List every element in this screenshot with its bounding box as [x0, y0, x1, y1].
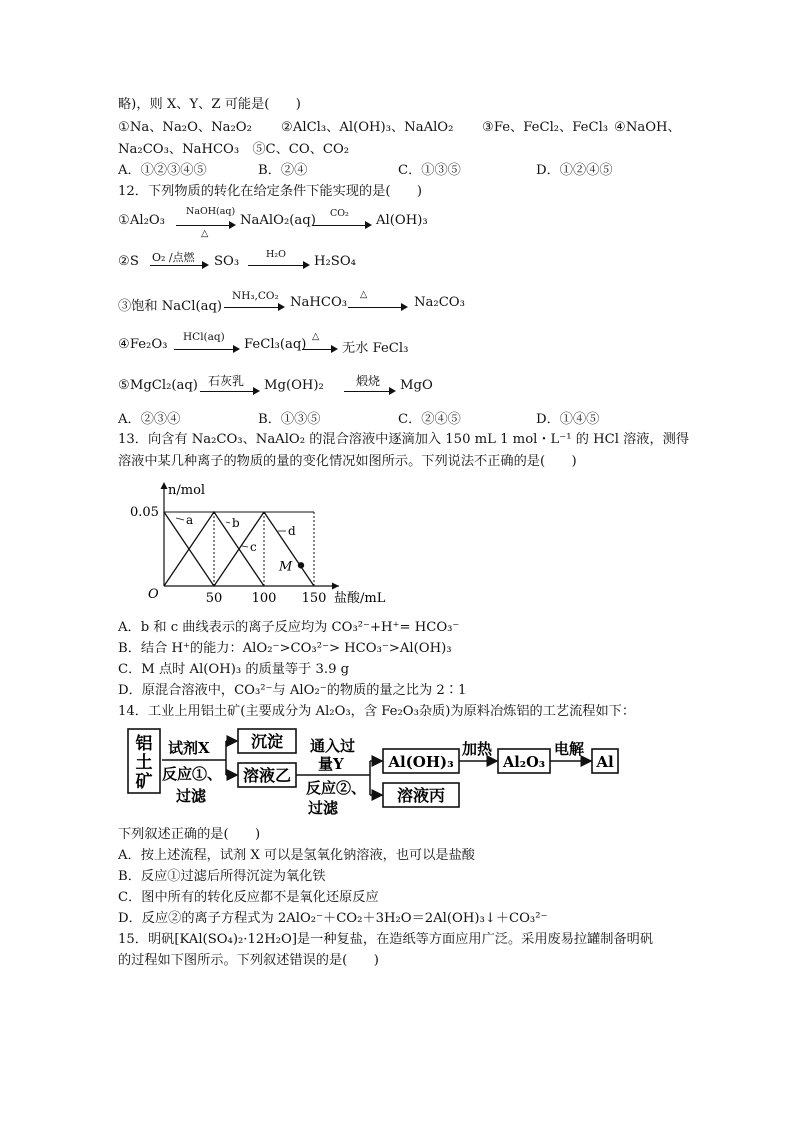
q11-choice-1: ①Na、Na₂O、Na₂O₂: [118, 120, 252, 135]
heat-label: 加热: [462, 740, 493, 758]
curve-label-d: d: [288, 524, 296, 538]
q12-r4-arrow2: [302, 349, 336, 350]
step2-bottom: 过滤: [308, 799, 339, 817]
q12-r4-cond2-top: △: [312, 331, 320, 342]
q13-stem-line1: 13．向含有 Na₂CO₃、NaAlO₂ 的混合溶液中逐滴加入 150 mL 1 mol・L⁻¹ 的 HCl 溶液，测得: [118, 432, 690, 447]
q11-line3: Na₂CO₃、NaHCO₃ ⑤C、CO、CO₂: [118, 142, 350, 157]
q12-r2-arrow1: [150, 265, 207, 266]
step2-mid: 反应②、: [306, 779, 367, 797]
q14-option-b: B．反应①过滤后所得沉淀为氧化铁: [118, 869, 326, 884]
step2-top-2: 量Y: [318, 755, 344, 773]
q14-option-d: D．反应②的离子方程式为 2AlO₂⁻＋CO₂＋3H₂O＝2Al(OH)₃↓＋CO₃²⁻: [118, 911, 548, 926]
q12-r3-arrow1: [224, 307, 283, 308]
al2o3-label: Al₂O₃: [502, 754, 546, 771]
curve-label-b: b: [232, 516, 240, 530]
q12-r1-mid: NaAlO₂(aq): [240, 213, 316, 228]
aloh3-label: Al(OH)₃: [388, 753, 454, 771]
curve-label-a: a: [186, 513, 194, 527]
q15-stem-line2: 的过程如下图所示。下列叙述错误的是( ): [118, 953, 379, 968]
q12-stem: 12．下列物质的转化在给定条件下能实现的是( ): [118, 184, 423, 199]
q12-r2-cond1-top: O₂ /点燃: [152, 251, 195, 264]
q13-option-b: B．结合 H⁺的能力：AlO₂⁻>CO₃²⁻> HCO₃⁻>Al(OH)₃: [118, 641, 452, 656]
q11-choice-3: ③Fe、FeCl₂、FeCl₃: [482, 120, 609, 135]
curve-leader-b: [226, 522, 230, 523]
q12-r1-cond2-top: CO₂: [330, 208, 349, 219]
solution-b-label: 溶液乙: [242, 766, 292, 785]
q11-option-d: D．①②④⑤: [536, 163, 613, 178]
q13-option-d: D．原混合溶液中，CO₃²⁻与 AlO₂⁻的物质的量之比为 2∶1: [118, 683, 467, 698]
q12-r3-end: Na₂CO₃: [414, 295, 465, 310]
q12-r2-start: ②S: [118, 254, 139, 269]
q12-r1-cond1-top: NaOH(aq): [186, 206, 236, 217]
q13-option-a: A．b 和 c 曲线表示的离子反应均为 CO₃²⁻+H⁺= HCO₃⁻: [118, 620, 460, 635]
q12-r2-arrow2: [248, 265, 308, 266]
q11-option-a: A．①②③④⑤: [118, 163, 207, 178]
step1-top: 试剂X: [168, 739, 210, 757]
ore-char-3: 矿: [135, 772, 153, 792]
ion-amount-chart: [128, 474, 398, 614]
curve-leader-a: [176, 518, 184, 520]
q12-r4-end: 无水 FeCl₃: [342, 341, 409, 356]
q12-r3-mid: NaHCO₃: [290, 295, 348, 310]
q12-r3-cond2-top: △: [360, 289, 368, 300]
q12-option-a: A．②③④: [118, 412, 181, 427]
q12-r4-arrow1: [174, 349, 238, 350]
q12-r2-cond2-top: H₂O: [266, 249, 286, 260]
q12-option-c: C．②④⑤: [398, 412, 461, 427]
q12-r5-start: ⑤MgCl₂(aq): [118, 378, 198, 393]
q14-question: 下列叙述正确的是( ): [118, 827, 261, 842]
q12-r2-mid: SO₃: [214, 254, 240, 269]
x-tick-label-150: 150: [301, 591, 327, 606]
curve-label-c: c: [250, 540, 257, 554]
x-tick-label-100: 100: [251, 591, 277, 606]
alumina-process-flow: [126, 725, 626, 823]
step1-bottom: 过滤: [176, 787, 207, 805]
q12-r3-start: ③饱和 NaCl(aq): [118, 299, 223, 314]
q12-r5-mid: Mg(OH)₂: [264, 378, 324, 393]
electrolysis-label: 电解: [554, 740, 585, 758]
ore-char-2: 土: [135, 753, 153, 773]
y-axis-label: n/mol: [168, 483, 206, 498]
q12-r3-cond1-top: NH₃,CO₂: [232, 290, 279, 302]
q12-r1-start: ①Al₂O₃: [118, 213, 165, 228]
q12-r4-mid: FeCl₃(aq): [244, 337, 307, 352]
q11-line1: 略)，则 X、Y、Z 可能是( ): [118, 97, 301, 112]
ore-char-1: 铝: [135, 734, 153, 754]
x-axis-label: 盐酸/mL: [334, 591, 386, 606]
solution-c-label: 溶液丙: [396, 786, 446, 805]
q11-option-b: B．②④: [258, 163, 308, 178]
q12-r5-end: MgO: [400, 378, 433, 393]
y-tick-label: 0.05: [130, 505, 159, 520]
y-axis-arrow: [161, 482, 168, 489]
q12-r3-arrow2: [348, 307, 406, 308]
origin-label: O: [148, 587, 159, 602]
q12-r1-arrow2: [312, 225, 370, 226]
q11-choice-4: ④NaOH、: [614, 120, 681, 135]
q14-option-a: A．按上述流程，试剂 X 可以是氢氧化钠溶液，也可以是盐酸: [118, 848, 475, 863]
q14-stem: 14．工业上用铝土矿(主要成分为 Al₂O₃，含 Fe₂O₃杂质)为原料冶炼铝的工艺流程如下：: [118, 704, 636, 719]
precipitate-label: 沉淀: [250, 732, 284, 751]
q11-option-c: C．①③⑤: [398, 163, 461, 178]
q12-r1-cond1-bottom: △: [201, 228, 209, 239]
q13-stem-line2: 溶液中某几种离子的物质的量的变化情况如图所示。下列说法不正确的是( ): [118, 454, 577, 469]
point-m-label: M: [279, 559, 293, 575]
q12-r5-arrow1: [200, 391, 258, 392]
q12-r4-cond1-top: HCl(aq): [183, 331, 225, 343]
q12-r5-cond2-top: 煅烧: [356, 374, 381, 388]
step2-top-1: 通入过: [310, 737, 356, 755]
point-m: [298, 562, 304, 568]
q11-choice-2: ②AlCl₃、Al(OH)₃、NaAlO₂: [281, 120, 454, 135]
q12-r2-end: H₂SO₄: [314, 254, 356, 269]
q12-r5-arrow2: [344, 391, 394, 392]
x-tick-label-50: 50: [205, 591, 223, 606]
q12-r4-start: ④Fe₂O₃: [118, 337, 168, 352]
x-axis-arrow: [332, 583, 339, 590]
al-label: Al: [596, 753, 614, 771]
step1-mid: 反应①、: [162, 765, 223, 783]
curve-leader-c: [242, 546, 248, 547]
q12-option-b: B．①③⑤: [258, 412, 321, 427]
q13-option-c: C．M 点时 Al(OH)₃ 的质量等于 3.9 g: [118, 662, 350, 677]
q12-option-d: D．①④⑤: [536, 412, 600, 427]
q15-stem-line1: 15．明矾[KAl(SO₄)₂·12H₂O]是一种复盐，在造纸等方面应用广泛。采用废易拉罐制备明矾: [118, 932, 654, 947]
q12-r5-cond1-top: 石灰乳: [208, 374, 245, 388]
q12-r1-end: Al(OH)₃: [376, 213, 428, 228]
q12-r1-arrow1: [176, 225, 234, 226]
q14-option-c: C．图中所有的转化反应都不是氧化还原反应: [118, 890, 379, 905]
